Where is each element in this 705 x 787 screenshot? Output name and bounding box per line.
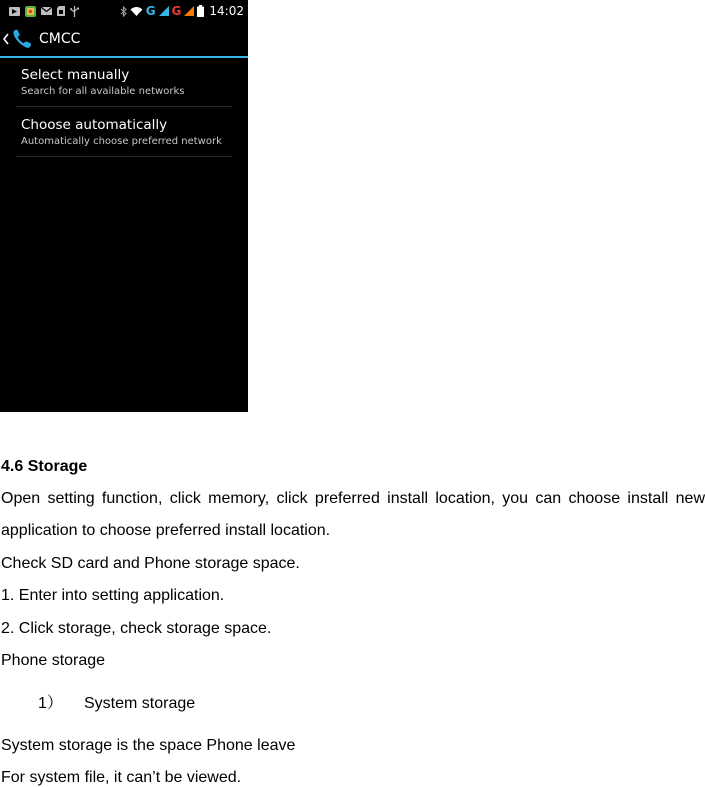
status-bar [0,0,248,22]
select-manually-option[interactable] [16,58,232,107]
option-title: Choose automatically [21,117,168,133]
sim-card-icon [57,6,65,16]
step-1: 1. Enter into setting application. [1,587,225,604]
option-summary: Search for all available networks [21,86,185,97]
back-chevron-icon[interactable] [3,33,9,45]
signal-strength-icon-2 [184,6,194,16]
status-bar-time: 14:02 [209,4,244,18]
system-storage-description: System storage is the space Phone leave [1,737,296,754]
mail-notification-icon [41,7,52,15]
action-bar [0,22,248,56]
phone-screenshot [0,0,248,412]
bluetooth-icon [120,6,127,17]
usb-icon [70,6,79,17]
network-type-label-1: G [145,4,156,18]
wifi-icon [130,6,143,16]
system-file-description: For system file, it can’t be viewed. [1,769,242,786]
paragraph-line: application to choose preferred install location. [1,522,331,539]
section-heading: 4.6 Storage [1,458,88,475]
phone-storage-label: Phone storage [1,652,106,669]
media-notification-icon [9,7,20,16]
network-type-label-2: G [171,4,182,18]
signal-strength-icon-1 [159,6,169,16]
option-summary: Automatically choose preferred network [21,136,222,147]
battery-icon [197,5,204,17]
list-number: 1） [38,695,63,712]
list-item-system-storage: System storage [84,695,196,712]
gallery-notification-icon [25,6,36,17]
choose-automatically-option[interactable] [16,108,232,157]
phone-app-icon[interactable] [10,27,34,51]
check-storage-line: Check SD card and Phone storage space. [1,555,300,572]
paragraph-line: Open setting function, click memory, click preferred install location, you can choose install new [1,490,705,507]
step-2: 2. Click storage, check storage space. [1,620,272,637]
option-title: Select manually [21,67,130,83]
action-bar-title: CMCC [39,31,81,47]
